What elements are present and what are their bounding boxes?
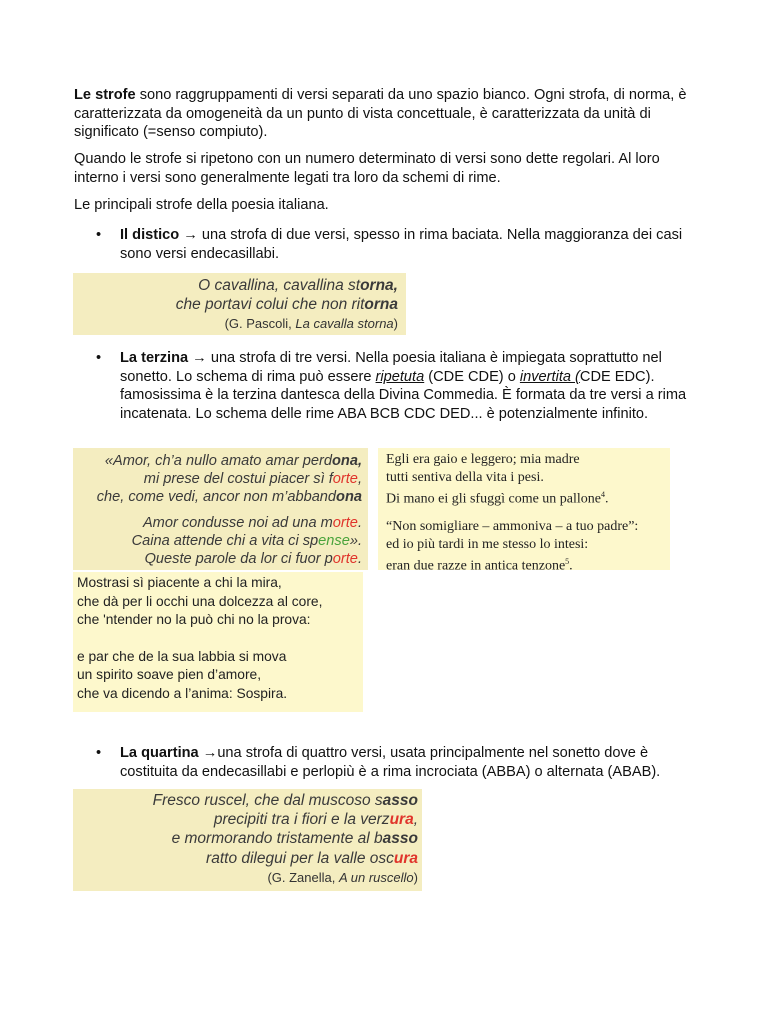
sonetto-verse-2: che dà per li occhi una dolcezza al core, [77, 593, 323, 609]
pascoli-verse-2: tutti sentiva della vita i pesi. [386, 469, 544, 485]
terzina-sonetto-box [73, 572, 363, 712]
pascoli-verse-4: “Non somigliare – ammoniva – a tuo padre”: [386, 519, 639, 535]
distico-verse-1: O cavallina, cavallina storna, [198, 277, 398, 294]
pascoli-verse-1: Egli era gaio e leggero; mia madre [386, 452, 580, 467]
quartina-verse-2: precipiti tra i fiori e la verzura, [213, 811, 418, 829]
dante-verse-1: «Amor, ch’a nullo amato amar perdona, [104, 453, 362, 469]
dante-verse-2: mi prese del costui piacer sì forte, [143, 471, 362, 487]
quartina-verse-1: Fresco ruscel, che dal muscoso sasso [152, 792, 418, 809]
term-strofe: Le strofe [74, 87, 136, 103]
pascoli-verse-6: eran due razze in antica tenzone$^5$. [386, 557, 573, 574]
quartina-citation: (G. Zanella, A un ruscello) [267, 869, 418, 885]
distico-citation: (G. Pascoli, La cavalla storna) [224, 316, 398, 331]
dante-verse-6: Queste parole da lor ci fuor porte. [144, 551, 362, 567]
distico-description: Il distico → una strofa di due versi, spesso in rima baciata. Nella maggioranza dei casi sono versi endecasillabi. [120, 227, 683, 262]
pascoli-verse-3: Di mano ei gli sfuggì come un pallone$^4$. [386, 490, 609, 507]
quartina-example-box [73, 789, 422, 891]
sonetto-verse-1: Mostrasi sì piacente a chi la mira, [77, 575, 282, 590]
quartina-description: La quartina →una strofa di quattro versi, usata principalmente nel sonetto dove è costituita da endecasillabi e perlopiù è a rima incrociata (ABBA) o alternata (ABAB). [120, 745, 661, 780]
dante-verse-5: Caina attende chi a vita ci spense». [131, 533, 362, 549]
distico-verse-2: che portavi colui che non ritorna [175, 296, 398, 313]
intro-paragraph-1: Le strofe sono raggruppamenti di versi separati da uno spazio bianco. Ogni strofa, di norma, è caratterizzata da omogeneità da un punto di vista concettuale, è caratterizzata da unità di significato (=senso compiuto). [74, 87, 687, 140]
pascoli-verse-5: ed io più tardi in me stesso lo intesi: [386, 536, 589, 552]
bullet-distico: • [96, 227, 102, 243]
sonetto-verse-5: un spirito soave pien d’amore, [77, 667, 262, 683]
bullet-terzina: • [96, 350, 102, 366]
terzina-dante-box [73, 448, 368, 570]
quartina-verse-4: ratto dilegui per la valle oscura [206, 849, 418, 867]
sonetto-verse-3: che 'ntender no la può chi no la prova: [77, 612, 311, 628]
terzina-pascoli-box [378, 448, 670, 574]
bullet-quartina: • [96, 745, 102, 761]
distico-example-box [73, 273, 406, 335]
quartina-verse-3: e mormorando tristamente al basso [171, 830, 418, 848]
dante-verse-4: Amor condusse noi ad una morte. [142, 515, 362, 531]
intro-paragraph-2: Quando le strofe si ripetono con un numero determinato di versi sono dette regolari. Al loro interno i versi sono generalmente legati tra loro da schemi di rime. [74, 151, 660, 186]
intro-paragraph-3: Le principali strofe della poesia italiana. [74, 197, 329, 213]
sonetto-verse-6: che va dicendo a l’anima: Sospira. [77, 685, 288, 701]
sonetto-verse-4: e par che de la sua labbia si mova [77, 648, 287, 664]
terzina-description: La terzina → una strofa di tre versi. Nella poesia italiana è impiegata soprattutto nel sonetto. Lo schema di rima può essere ripetuta (CDE CDE) o invertita (CDE EDC). famosissima è la terzina dantesca della Divina Commedia. È formata da tre versi a rima incatenata. Lo schema delle rime ABA BCB CDC DED... è potenzialmente infinito. [120, 350, 687, 422]
dante-verse-3: che, come vedi, ancor non m’abbandona [96, 489, 362, 505]
